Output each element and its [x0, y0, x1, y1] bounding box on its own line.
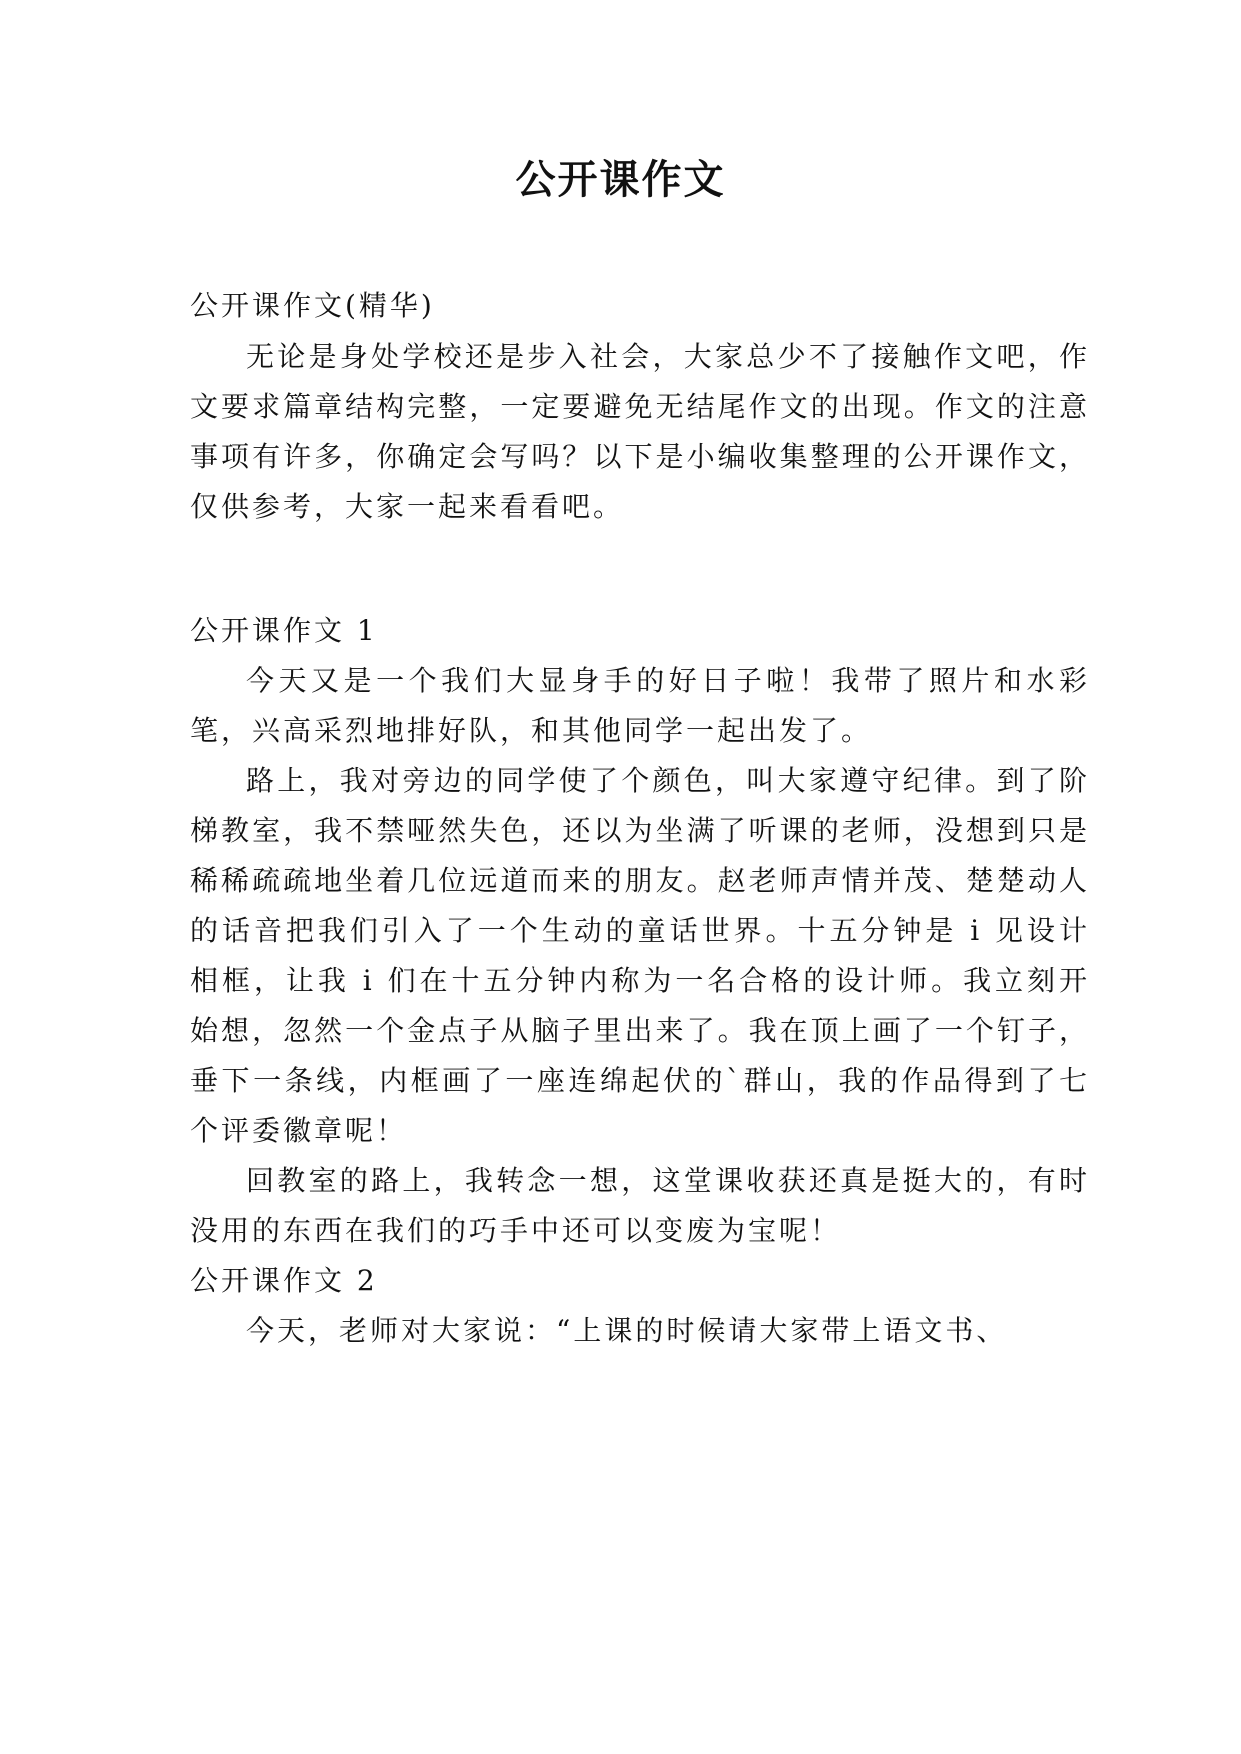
section-1-paragraph-1: 今天又是一个我们大显身手的好日子啦！我带了照片和水彩笔，兴高采烈地排好队，和其他同学一起出发了。 [190, 664, 1090, 747]
document-body [190, 280, 1090, 1356]
section-1-paragraph-3: 回教室的路上，我转念一想，这堂课收获还真是挺大的，有时没用的东西在我们的巧手中还可以变废为宝呢！ [190, 1164, 1090, 1247]
document-title: 公开课作文 [515, 156, 726, 203]
intro-paragraph: 无论是身处学校还是步入社会，大家总少不了接触作文吧，作文要求篇章结构完整，一定要避免无结尾作文的出现。作文的注意事项有许多，你确定会写吗？以下是小编收集整理的公开课作文，仅供参考，大家一起来看看吧。 [190, 340, 1090, 523]
section-heading-2: 公开课作文 2 [190, 1264, 378, 1297]
document-subtitle: 公开课作文(精华) [190, 289, 435, 322]
section-2-paragraph-1: 今天，老师对大家说：“上课的时候请大家带上语文书、 [246, 1314, 1008, 1347]
section-1-paragraph-2: 路上，我对旁边的同学使了个颜色，叫大家遵守纪律。到了阶梯教室，我不禁哑然失色，还以为坐满了听课的老师，没想到只是稀稀疏疏地坐着几位远道而来的朋友。赵老师声情并茂、楚楚动人的话音把我们引入了一个生动的童话世界。十五分钟是 i 见设计相框，让我 i 们在十五分钟内称为一名合格的设计师。我立刻开始想，忽然一个金点子从脑子里出来了。我在顶上画了一个钉子，垂下一条线，内框画了一座连绵起伏的`群山，我的作品得到了七个评委徽章呢！ [190, 764, 1090, 1147]
section-heading-1: 公开课作文 1 [190, 614, 378, 647]
